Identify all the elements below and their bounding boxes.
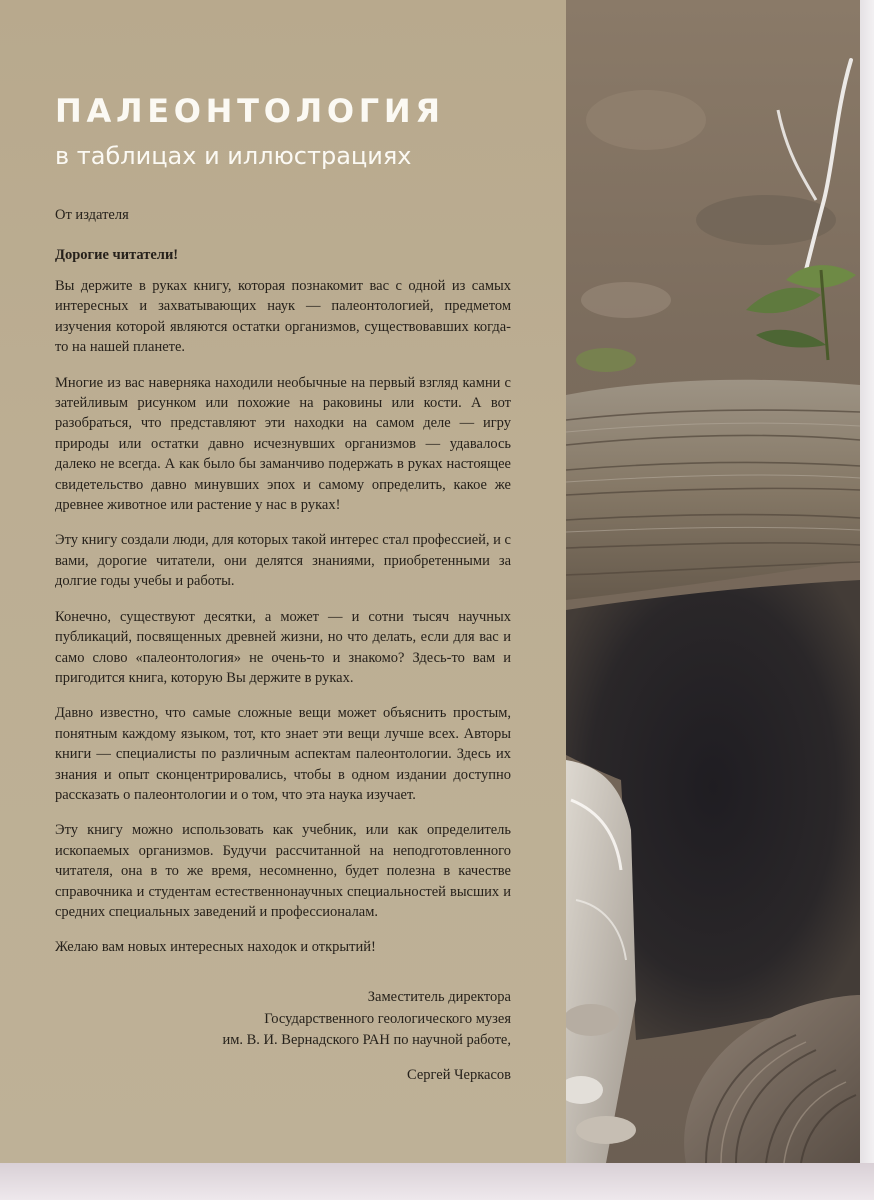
- page-bottom-edge: [0, 1163, 874, 1200]
- from-publisher-label: От издателя: [55, 207, 129, 223]
- fossil-photo: [566, 0, 860, 1163]
- letter-closing: Желаю вам новых интересных находок и открытий!: [55, 939, 376, 956]
- letter-paragraph-2: Многие из вас наверняка находили необычные на первый взгляд камни с затейливым рисунком или похожие на раковины или кости. А вот разобраться, что представляют эти находки на самом деле — игру природы или остатки давно исчезнувших организмов — удавалось далеко не всегда. А как было бы заманчиво подержать в руках настоящее свидетельство давно минувших эпох и самому определить, какое же древнее животное или растение у нас в руках!: [55, 374, 511, 514]
- signature-position-line-2: Государственного геологического музея: [264, 1010, 511, 1027]
- letter-paragraph-5: Давно известно, что самые сложные вещи может объяснить простым, понятным каждому языком, тот, кто знает эти вещи лучше всех. Авторы книги — специалисты по различным аспектам палеонтологии. Здесь их знания и опыт сконцентрировались, чтобы в одном издании доступно рассказать о палеонтологии и о том, что эта наука изучает.: [55, 705, 511, 803]
- signature-position-line-3: им. В. И. Вернадского РАН по научной работе,: [222, 1032, 511, 1048]
- signature-position-line-1: Заместитель директора: [367, 989, 511, 1005]
- letter-paragraph-4: Конечно, существуют десятки, а может — и сотни тысяч научных публикаций, посвященных древней жизни, но что делать, если для вас и само слово «палеонтология» не очень-то и знакомо? Здесь-то вам и пригодится книга, которую Вы держите в руках.: [55, 608, 511, 686]
- page-right-edge: [860, 0, 874, 1163]
- fossil-rock-image: [566, 0, 860, 1163]
- book-subtitle: в таблицах и иллюстрациях: [55, 142, 412, 170]
- letter-paragraph-3: Эту книгу создали люди, для которых такой интерес стал профессией, и с вами, дорогие читатели, они делятся знаниями, приобретенными за долгие годы учебы и работы.: [55, 532, 511, 590]
- book-title: ПАЛЕОНТОЛОГИЯ: [55, 92, 445, 130]
- letter-greeting: Дорогие читатели!: [55, 247, 179, 263]
- signature-block: [111, 987, 511, 1086]
- signature-name: Сергей Черкасов: [406, 1066, 511, 1083]
- letter-paragraph-1: Вы держите в руках книгу, которая познакомит вас с одной из самых интересных и захватывающих наук — палеонтологией, предметом изучения которой являются остатки организмов, существовавших когда-то на нашей планете.: [55, 278, 511, 356]
- letter-paragraph-6: Эту книгу можно использовать как учебник, или как определитель ископаемых организмов. Будучи рассчитанной на неподготовленного читателя, она в то же время, несомненно, будет полезна в качестве справочника и студентам естественнонаучных специальностей высших и средних специальных заведений и профессионалам.: [55, 822, 511, 920]
- letter-body: [55, 276, 511, 973]
